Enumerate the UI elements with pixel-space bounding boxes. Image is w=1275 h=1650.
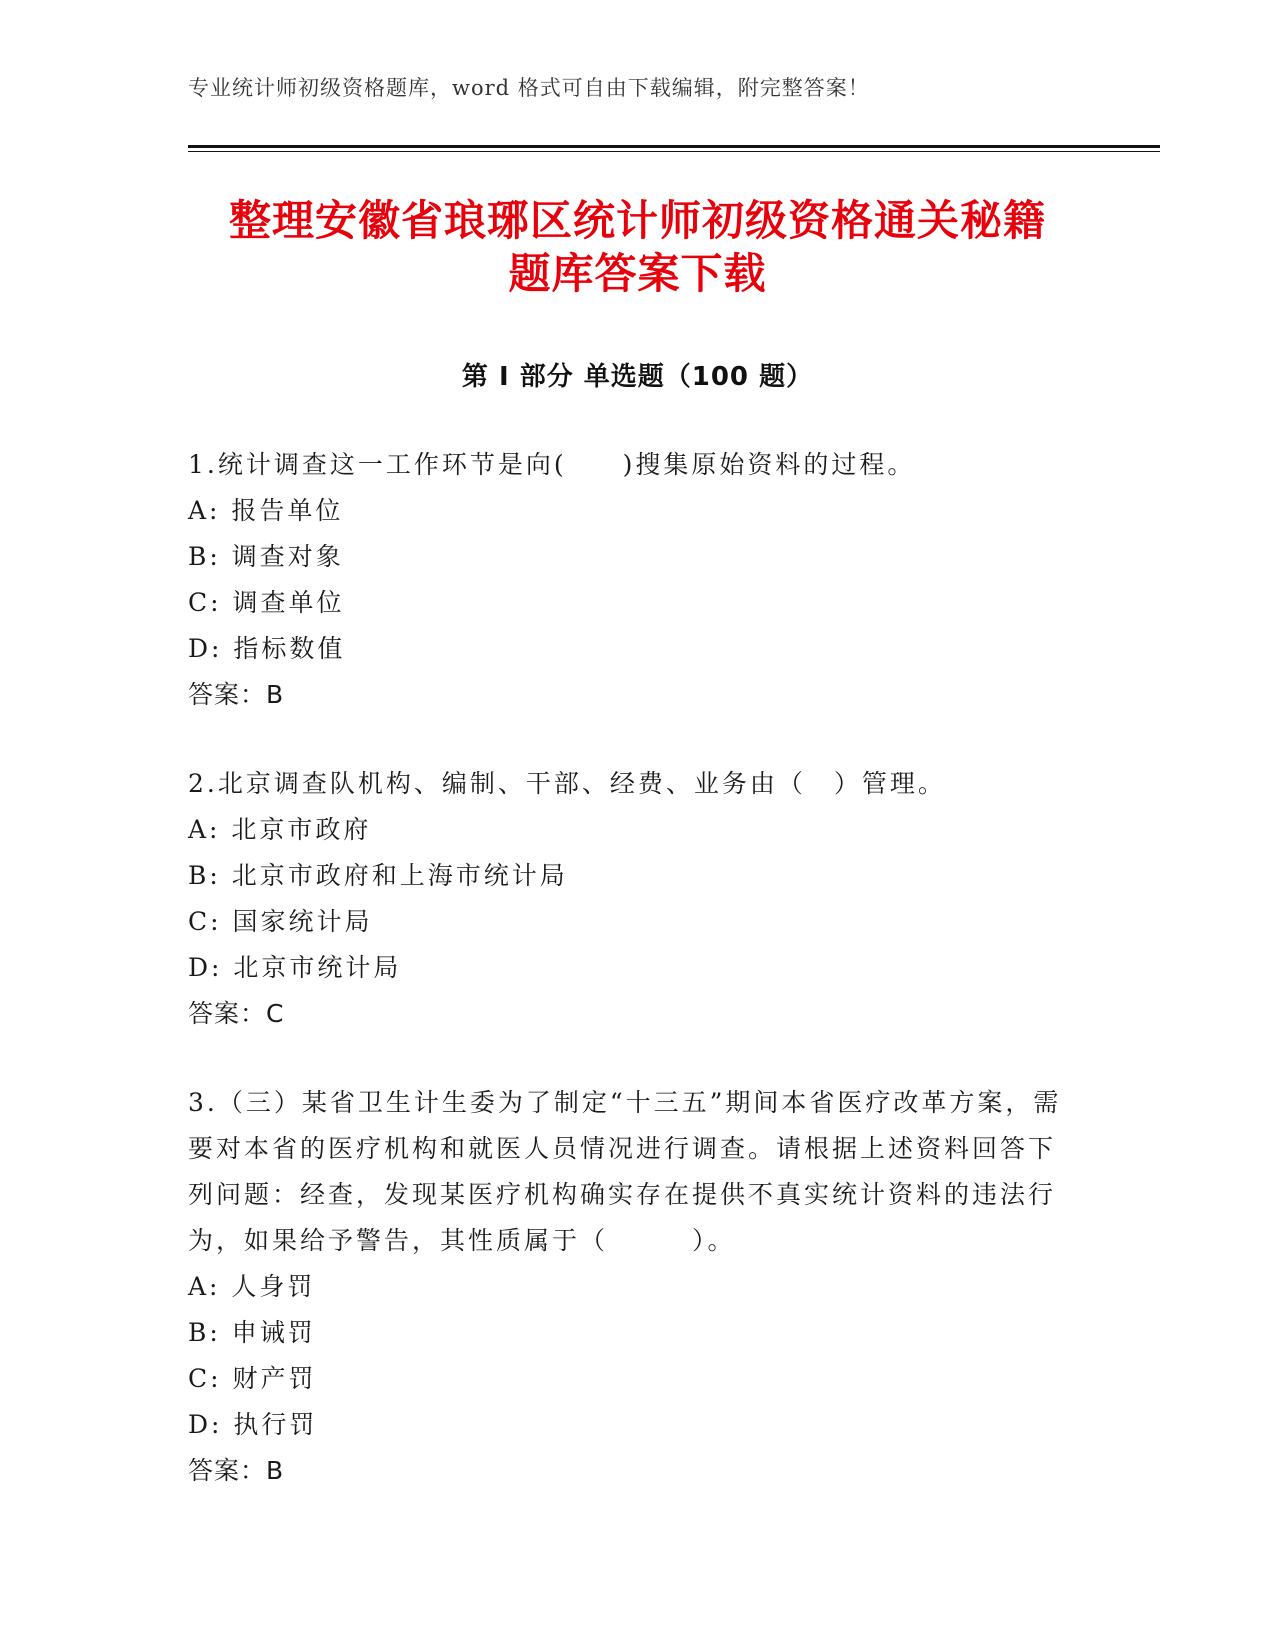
answer: 答案：C [188,999,285,1028]
option-a: A: 北京市政府 [188,815,372,844]
question-text: 1.统计调查这一工作环节是向( )搜集原始资料的过程。 [188,450,916,479]
option-c: C: 财产罚 [188,1364,317,1393]
question-list [188,442,1068,1537]
header-divider-thin [188,151,1160,152]
option-b: B: 申诫罚 [188,1318,316,1347]
question-text: 2.北京调查队机构、编制、干部、经费、业务由（ ）管理。 [188,769,946,798]
answer: 答案：B [188,1456,285,1485]
option-d: D: 执行罚 [188,1410,318,1439]
option-a: A: 报告单位 [188,496,344,525]
question-3 [188,1080,1068,1494]
option-d: D: 指标数值 [188,634,346,663]
option-c: C: 国家统计局 [188,907,373,936]
document-title [150,194,1125,300]
option-b: B: 北京市政府和上海市统计局 [188,861,568,890]
question-2 [188,761,1068,1037]
document-title-line-2: 题库答案下载 [508,249,767,298]
option-b: B: 调查对象 [188,542,344,571]
question-text: 3.（三）某省卫生计生委为了制定“十三五”期间本省医疗改革方案，需要对本省的医疗机构和就医人员情况进行调查。请根据上述资料回答下列问题：经查，发现某医疗机构确实存在提供不真实统计资料的违法行为，如果给予警告，其性质属于（ ）。 [188,1088,1062,1255]
header-note: 专业统计师初级资格题库，word 格式可自由下载编辑，附完整答案！ [188,76,870,100]
option-d: D: 北京市统计局 [188,953,402,982]
section-title: 第 I 部分 单选题（100 题） [461,362,814,392]
document-title-line-1: 整理安徽省琅琊区统计师初级资格通关秘籍 [228,196,1046,245]
answer: 答案：B [188,680,285,709]
option-a: A: 人身罚 [188,1272,316,1301]
question-1 [188,442,1068,718]
option-c: C: 调查单位 [188,588,345,617]
header-divider-thick [188,145,1160,148]
